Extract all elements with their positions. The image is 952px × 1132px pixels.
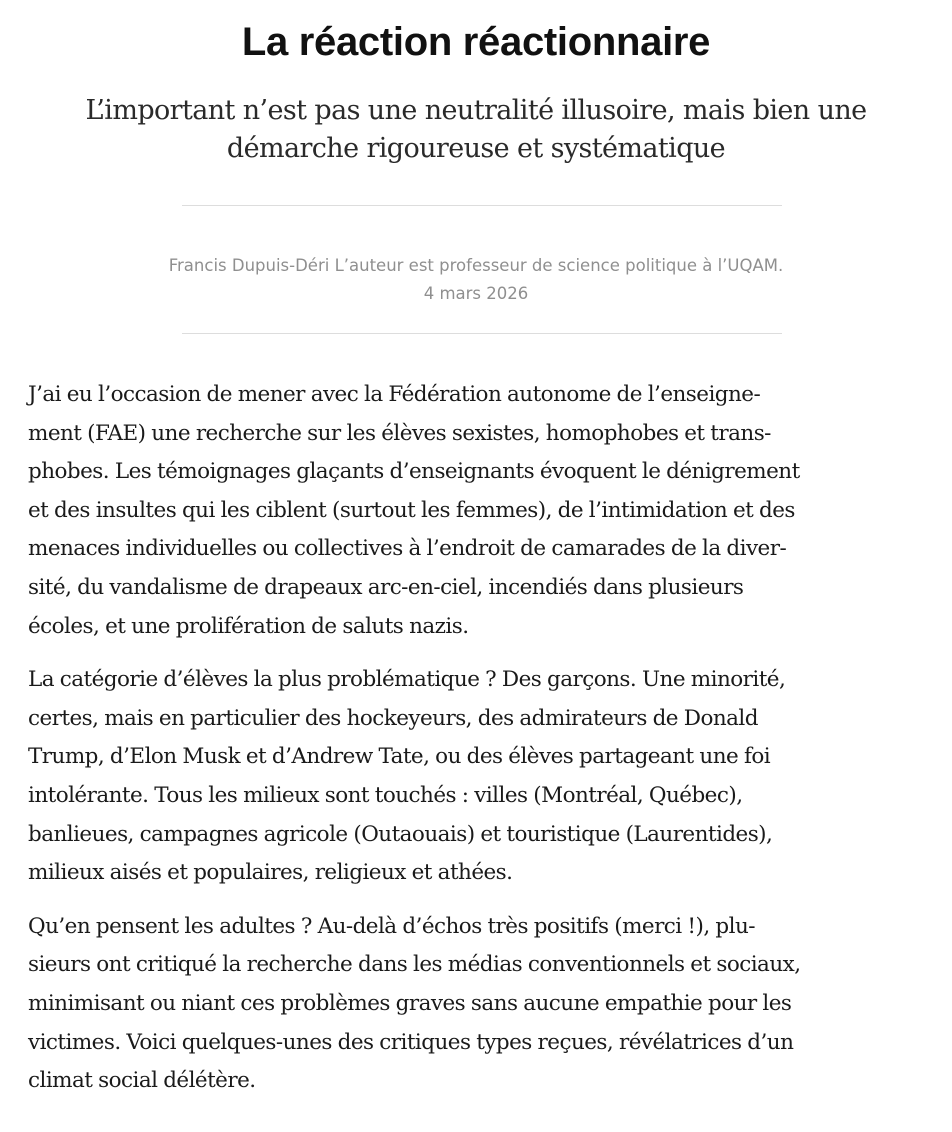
text-line: minimisant ou niant ces problèmes graves sans aucune empathie pour les [28, 990, 792, 1016]
text-line: milieux aisés et populaires, religieux et athées. [28, 860, 513, 886]
text-line: sieurs ont critiqué la recherche dans les médias conventionnels et sociaux, [28, 952, 801, 978]
subtitle-line: démarche rigoureuse et systématique [226, 133, 726, 164]
text-line: phobes. Les témoignages glaçants d’enseignants évoquent le dénigrement [28, 459, 800, 485]
paragraph [28, 908, 938, 1101]
text-line: climat social délétère. [28, 1068, 256, 1094]
byline [0, 252, 952, 308]
paragraph [28, 376, 938, 646]
divider-top [182, 205, 782, 206]
text-line: Qu’en pensent les adultes ? Au-delà d’échos très positifs (merci !), plu- [28, 913, 755, 939]
text-line: banlieues, campagnes agricole (Outaouais) et touristique (Laurentides), [28, 821, 773, 847]
text-line: certes, mais en particulier des hockeyeurs, des admirateurs de Donald [28, 705, 758, 731]
text-line: J’ai eu l’occasion de mener avec la Fédération autonome de l’enseigne- [28, 382, 761, 407]
text-line: Trump, d’Elon Musk et d’Andrew Tate, ou des élèves partageant une foi [28, 744, 771, 770]
text-line: La catégorie d’élèves la plus problématique ? Des garçons. Une minorité, [28, 667, 786, 693]
article-title: La réaction réactionnaire [241, 20, 711, 64]
byline-author: Francis Dupuis-Déri L’auteur est professeur de science politique à l’UQAM. [168, 256, 784, 275]
article-subtitle [40, 92, 912, 168]
text-line: ment (FAE) une recherche sur les élèves sexistes, homophobes et trans- [28, 420, 771, 446]
text-line: et des insultes qui les ciblent (surtout les femmes), de l’intimidation et des [28, 497, 795, 523]
text-line: écoles, et une prolifération de saluts nazis. [28, 613, 469, 639]
article-body [28, 376, 938, 1116]
paragraph [28, 661, 938, 893]
text-line: victimes. Voici quelques-unes des critiques types reçues, révélatrices d’un [28, 1029, 794, 1055]
divider-bottom [182, 333, 782, 334]
byline-date: 4 mars 2026 [423, 284, 529, 303]
text-line: sité, du vandalisme de drapeaux arc-en-ciel, incendiés dans plusieurs [28, 574, 744, 600]
text-line: menaces individuelles ou collectives à l’endroit de camarades de la diver- [28, 536, 787, 562]
subtitle-line: L’important n’est pas une neutralité illusoire, mais bien une [85, 95, 867, 126]
text-line: intolérante. Tous les milieux sont touchés : villes (Montréal, Québec), [28, 782, 743, 808]
